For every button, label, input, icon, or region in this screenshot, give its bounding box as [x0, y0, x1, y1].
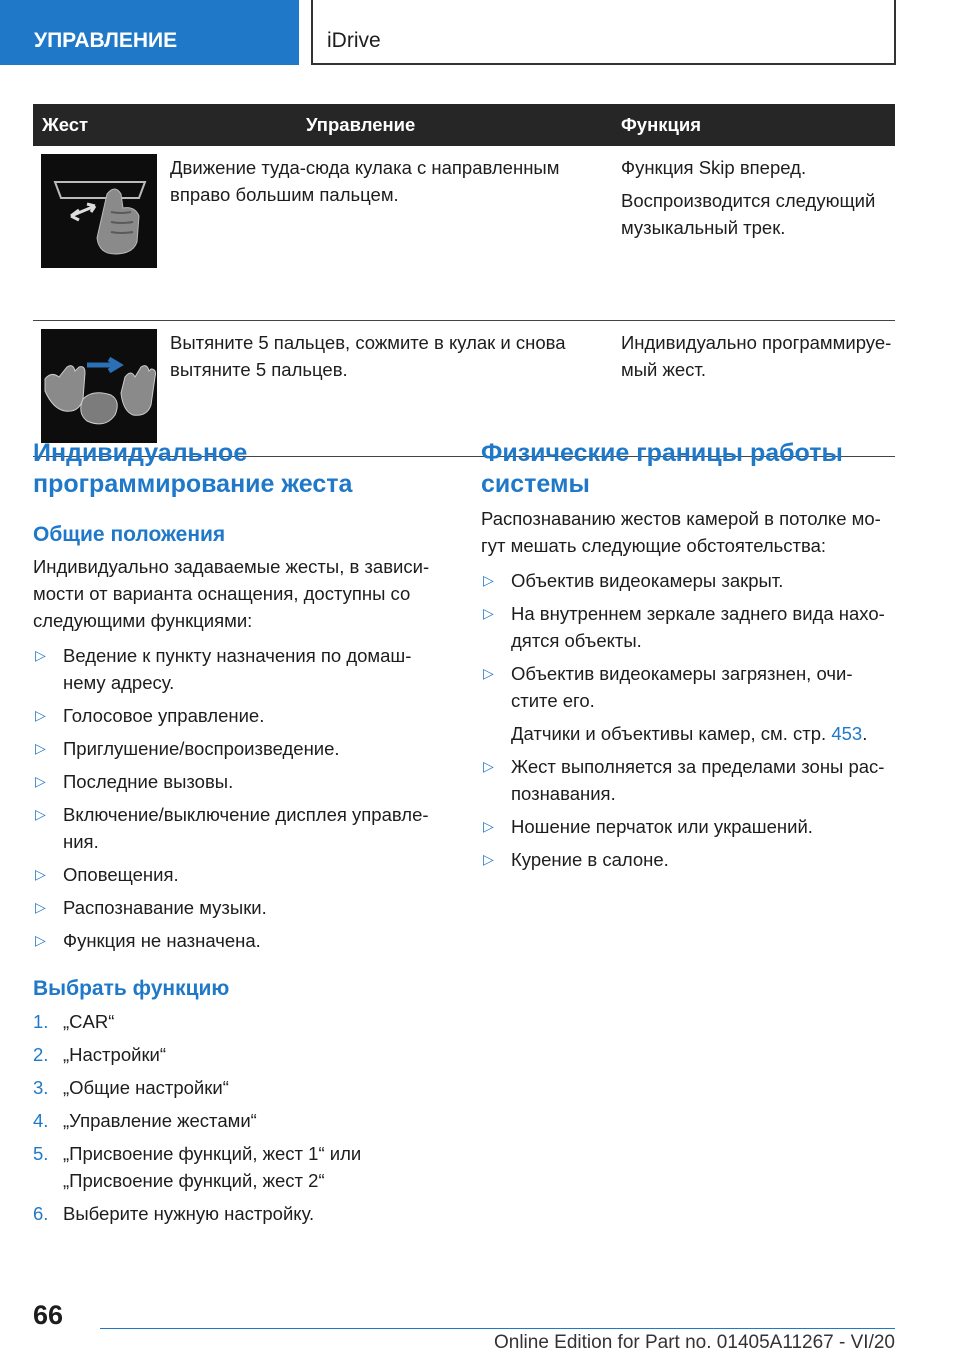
step-item: 6. Выберите нужную настройку. — [33, 1200, 443, 1227]
list-item: ▷ Функция не назначена. — [33, 927, 443, 954]
table-row — [33, 320, 895, 456]
left-column — [33, 438, 443, 1233]
gesture-table — [33, 104, 895, 457]
triangle-bullet-icon: ▷ — [483, 572, 494, 588]
list-item: ▷ Включение/выключение дисплея управле-ния. — [33, 801, 443, 855]
page-number: 66 — [33, 1300, 64, 1330]
intro-paragraph: Индивидуально задаваемые жесты, в зависи-мости от варианта оснащения, доступны со следующими функциями: — [33, 556, 430, 631]
page-link[interactable]: 453 — [831, 723, 863, 744]
limits-list — [481, 567, 895, 873]
gesture-hands-open-close-icon — [41, 329, 157, 443]
subheading-general: Общие положения — [33, 523, 226, 546]
triangle-bullet-icon: ▷ — [35, 866, 46, 882]
step-item: 3. „Общие настройки“ — [33, 1074, 443, 1101]
section-heading: Физические границы работы системы — [481, 439, 843, 498]
step-number: 2. — [33, 1044, 49, 1065]
list-item: ▷ Оповещения. — [33, 861, 443, 888]
step-number: 4. — [33, 1110, 49, 1131]
step-number: 5. — [33, 1143, 49, 1164]
right-column — [481, 438, 895, 879]
step-item: 1. „CAR“ — [33, 1008, 443, 1035]
triangle-bullet-icon: ▷ — [483, 758, 494, 774]
steps-list — [33, 1008, 443, 1227]
triangle-bullet-icon: ▷ — [483, 665, 494, 681]
step-item: 4. „Управление жестами“ — [33, 1107, 443, 1134]
topic-tab — [311, 0, 896, 65]
section-heading: Индивидуальное программирование жеста — [33, 439, 353, 498]
function-cell — [606, 320, 895, 456]
section-tab — [0, 0, 299, 65]
table-row — [33, 146, 895, 320]
list-item: ▷ Распознавание музыки. — [33, 894, 443, 921]
triangle-bullet-icon: ▷ — [35, 932, 46, 948]
triangle-bullet-icon: ▷ — [35, 899, 46, 915]
col-header-control: Управление — [170, 104, 606, 146]
triangle-bullet-icon: ▷ — [35, 806, 46, 822]
triangle-bullet-icon: ▷ — [35, 707, 46, 723]
gesture-cell — [33, 320, 170, 456]
triangle-bullet-icon: ▷ — [35, 740, 46, 756]
list-item: ▷ Объектив видеокамеры закрыт. — [481, 567, 895, 594]
list-item: ▷ Последние вызовы. — [33, 768, 443, 795]
subheading-select-function: Выбрать функцию — [33, 977, 230, 1000]
triangle-bullet-icon: ▷ — [483, 818, 494, 834]
list-item: ▷ Объектив видеокамеры загрязнен, очи-стите его. Датчики и объективы камер, см. стр. 453. — [481, 660, 895, 747]
triangle-bullet-icon: ▷ — [483, 851, 494, 867]
topic-title: iDrive — [327, 29, 381, 52]
triangle-bullet-icon: ▷ — [35, 773, 46, 789]
list-item: ▷ На внутреннем зеркале заднего вида нахо-дятся объекты. — [481, 600, 895, 654]
control-cell: Движение туда-сюда кулака с направленным вправо большим пальцем. — [170, 146, 606, 320]
triangle-bullet-icon: ▷ — [35, 647, 46, 663]
control-cell: Вытяните 5 пальцев, сожмите в кулак и снова вытяните 5 пальцев. — [170, 320, 606, 456]
section-title: УПРАВЛЕНИЕ — [34, 29, 178, 52]
gesture-thumb-swipe-icon — [41, 154, 157, 268]
list-item: ▷ Курение в салоне. — [481, 846, 895, 873]
function-text: Функция Skip вперед. — [621, 157, 807, 178]
function-text: Индивидуально программируе-мый жест. — [621, 331, 892, 380]
list-item: ▷ Ношение перчаток или украшений. — [481, 813, 895, 840]
intro-paragraph: Распознаванию жестов камерой в потолке мо-гут мешать следующие обстоятельства: — [481, 508, 881, 556]
gesture-cell — [33, 146, 170, 320]
step-number: 6. — [33, 1203, 49, 1224]
function-cell — [606, 146, 895, 320]
table-header-row — [33, 104, 895, 146]
col-header-function: Функция — [606, 104, 895, 146]
list-item: ▷ Жест выполняется за пределами зоны рас-познавания. — [481, 753, 895, 807]
function-text: Воспроизводится следующий музыкальный трек. — [621, 190, 876, 238]
footer-divider — [100, 1328, 895, 1329]
function-list — [33, 642, 443, 954]
step-number: 3. — [33, 1077, 49, 1098]
footer-edition: Online Edition for Part no. 01405A11267 - VI/20 — [493, 1332, 895, 1353]
list-item: ▷ Голосовое управление. — [33, 702, 443, 729]
step-item: 2. „Настройки“ — [33, 1041, 443, 1068]
col-header-gesture: Жест — [33, 104, 170, 146]
note-text: Датчики и объективы камер, см. стр. 453. — [511, 723, 868, 744]
step-item: 5. „Присвоение функций, жест 1“ или „Присвоение функций, жест 2“ — [33, 1140, 443, 1194]
list-item: ▷ Ведение к пункту назначения по домаш-нему адресу. — [33, 642, 443, 696]
step-number: 1. — [33, 1011, 49, 1032]
list-item: ▷ Приглушение/воспроизведение. — [33, 735, 443, 762]
triangle-bullet-icon: ▷ — [483, 605, 494, 621]
